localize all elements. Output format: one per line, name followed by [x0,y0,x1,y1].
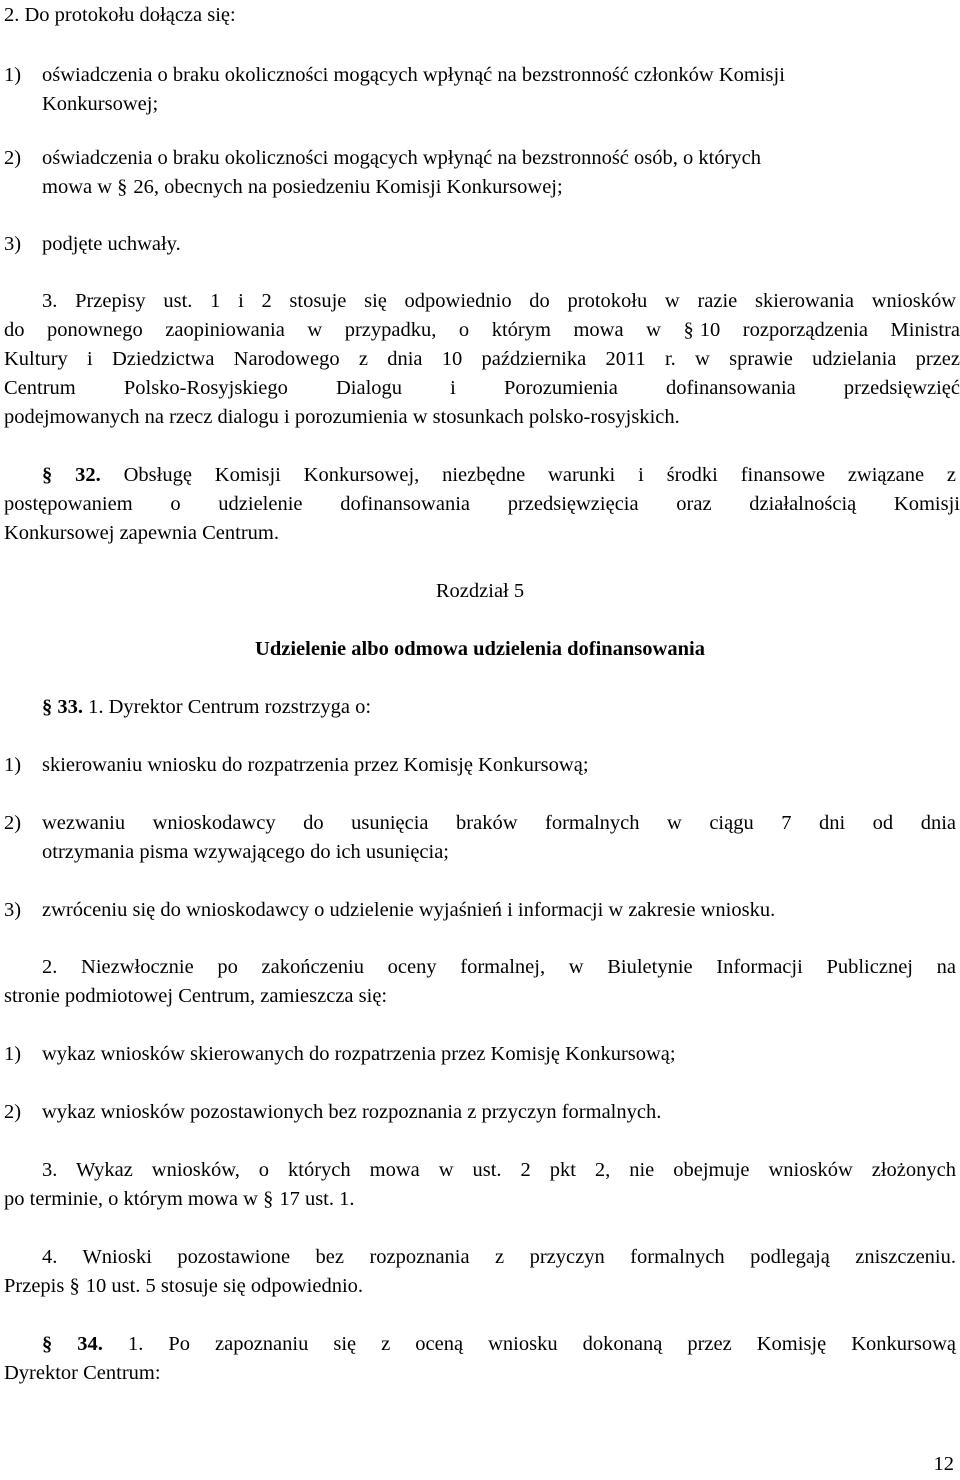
text-fragment: 1. Dyrektor Centrum rozstrzyga o: [88,696,372,718]
list-number: 3) [4,899,22,921]
text-fragment: do ponownego zaopiniowania w przypadku, o którym mowa w [4,319,661,341]
paragraph-line: Dyrektor Centrum: [4,1362,161,1384]
paragraph-line: postępowaniem o udzielenie dofinansowania przedsięwzięcia oraz działalnością Komisji [4,493,960,515]
section-number: 32. [75,464,101,486]
text-fragment: 10 rozporządzenia Ministra [699,319,960,341]
section-sign: § [69,1275,80,1297]
paragraph-line [4,1187,355,1211]
list-item: wykaz wniosków skierowanych do rozpatrzenia przez Komisję Konkursową; [42,1043,676,1065]
section-sign: § [42,464,53,486]
list-number: 2) [4,1101,22,1123]
text-fragment: mowa w [42,176,113,198]
list-item: zwróceniu się do wnioskodawcy o udzielenie wyjaśnień i informacji w zakresie wniosku. [42,899,776,921]
list-item: podjęte uchwały. [42,233,181,255]
list-item: oświadczenia o braku okoliczności mogących wpłynąć na bezstronność członków Komisji [42,64,785,86]
section-sign: § [263,1188,274,1210]
section-33-line [42,695,371,719]
text-fragment: 26, obecnych na posiedzeniu Komisji Konkursowej; [133,176,563,198]
text-fragment: Obsługę Komisji Konkursowej, niezbędne warunki i środki finansowe związane z [123,464,957,486]
list-item: oświadczenia o braku okoliczności mogących wpłynąć na bezstronność osób, o których [42,147,761,169]
list-number: 2) [4,147,22,169]
page-number: 12 [933,1453,954,1475]
section-34-line [42,1332,956,1356]
paragraph-2-heading: 2. Do protokołu dołącza się: [4,4,236,26]
section-number: 33. [57,696,83,718]
section-sign: § [683,319,694,341]
paragraph-line: 3. Wykaz wniosków, o których mowa w ust. 2 pkt 2, nie obejmuje wniosków złożonych [42,1159,956,1181]
text-fragment: 1. Po zapoznaniu się z oceną wniosku dokonaną przez Komisję Konkursową [127,1333,956,1355]
paragraph-line: 4. Wnioski pozostawione bez rozpoznania z przyczyn formalnych podlegają zniszczeniu. [42,1246,956,1268]
paragraph-line: 2. Niezwłocznie po zakończeniu oceny formalnej, w Biuletynie Informacji Publicznej na [42,956,956,978]
text-fragment: Przepis [4,1275,65,1297]
text-fragment: po terminie, o którym mowa w [4,1188,258,1210]
chapter-title: Udzielenie albo odmowa udzielenia dofinansowania [255,638,705,660]
paragraph-line: Konkursowej zapewnia Centrum. [4,522,279,544]
list-item-continuation: otrzymania pisma wzywającego do ich usunięcia; [42,841,450,863]
list-item-continuation [42,175,563,199]
chapter-heading: Rozdział 5 [435,580,525,602]
list-number: 3) [4,233,22,255]
paragraph-line: Kultury i Dziedzictwa Narodowego z dnia 10 października 2011 r. w sprawie udzielania przez [4,348,960,370]
paragraph-line [4,1274,363,1298]
paragraph-line [4,318,960,342]
section-sign: § [42,696,53,718]
section-number: 34. [77,1333,103,1355]
list-item: skierowaniu wniosku do rozpatrzenia przez Komisję Konkursową; [42,754,589,776]
text-fragment: 10 ust. 5 stosuje się odpowiednio. [85,1275,364,1297]
section-sign: § [117,176,128,198]
paragraph-line: podejmowanych na rzecz dialogu i porozumienia w stosunkach polsko-rosyjskich. [4,406,680,428]
list-number: 1) [4,1043,22,1065]
section-32-line [42,463,956,487]
paragraph-line: stronie podmiotowej Centrum, zamieszcza się: [4,985,388,1007]
list-number: 1) [4,754,22,776]
list-item: wezwaniu wnioskodawcy do usunięcia braków formalnych w ciągu 7 dni od dnia [42,812,956,834]
paragraph-line: Centrum Polsko-Rosyjskiego Dialogu i Porozumienia dofinansowania przedsięwzięć [4,377,960,399]
list-number: 2) [4,812,22,834]
list-item-continuation: Konkursowej; [42,93,159,115]
section-sign: § [42,1333,53,1355]
list-number: 1) [4,64,22,86]
list-item: wykaz wniosków pozostawionych bez rozpoznania z przyczyn formalnych. [42,1101,662,1123]
text-fragment: 17 ust. 1. [279,1188,355,1210]
paragraph-line: 3. Przepisy ust. 1 i 2 stosuje się odpowiednio do protokołu w razie skierowania wniosków [42,290,956,312]
